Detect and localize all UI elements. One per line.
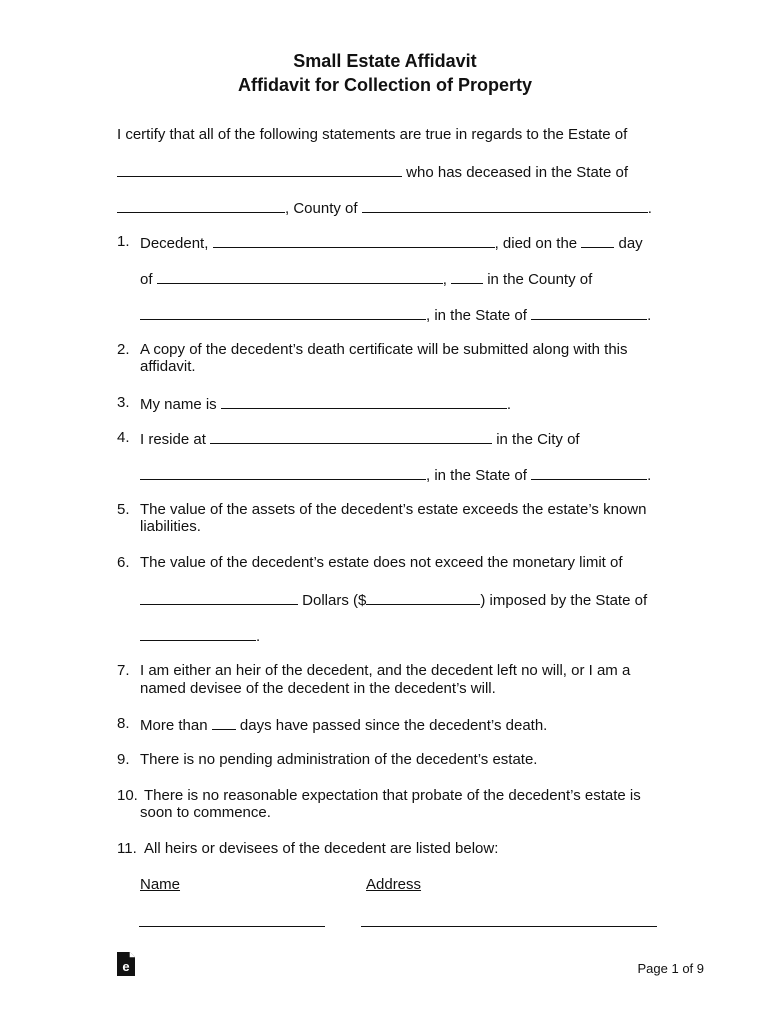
monetary-limit-amount-blank[interactable]: [366, 590, 480, 605]
item-10-number: 10.: [117, 787, 138, 804]
item-6-line-1: The value of the decedent’s estate does not exceed the monetary limit of: [140, 554, 623, 571]
intro-line-3: , County of .: [117, 198, 652, 218]
item-8-number: 8.: [117, 715, 130, 732]
heirs-address-header: Address: [366, 876, 422, 893]
affiant-address-blank[interactable]: [210, 429, 492, 444]
county-blank[interactable]: [362, 198, 648, 213]
item-5-line-1: The value of the assets of the decedent’s estate exceeds the estate’s known: [140, 501, 647, 518]
item-6-line-3: .: [140, 626, 260, 646]
monetary-limit-words-blank[interactable]: [140, 590, 298, 605]
page-number: Page 1 of 9: [637, 961, 704, 976]
death-county-blank[interactable]: [140, 305, 426, 320]
estate-name-blank[interactable]: [117, 162, 402, 177]
decedent-name-blank[interactable]: [213, 233, 495, 248]
item-10-line-1: There is no reasonable expectation that probate of the decedent’s estate is: [144, 787, 641, 804]
item-2-number: 2.: [117, 341, 130, 358]
death-year-blank[interactable]: [451, 269, 483, 284]
item-8-line: More than days have passed since the decedent’s death.: [140, 717, 548, 734]
eforms-logo: [117, 952, 135, 976]
item-9-number: 9.: [117, 751, 130, 768]
item-3-number: 3.: [117, 394, 130, 411]
item-6-number: 6.: [117, 554, 130, 571]
eforms-logo-icon: [117, 952, 135, 976]
intro-line-1: I certify that all of the following statements are true in regards to the Estate of: [117, 126, 628, 143]
heir-name-blank[interactable]: [139, 926, 325, 927]
item-1-number: 1.: [117, 233, 130, 250]
item-11-number: 11.: [117, 840, 137, 857]
item-3-line: My name is .: [140, 396, 512, 413]
document-subtitle: Affidavit for Collection of Property: [237, 75, 532, 95]
svg-text:e: e: [122, 959, 130, 974]
item-4-number: 4.: [117, 429, 130, 446]
item-1-line-3: , in the State of .: [140, 305, 651, 325]
item-7-line-2: named devisee of the decedent in the decedent’s will.: [140, 680, 496, 697]
item-10-line-2: soon to commence.: [140, 804, 271, 821]
item-1-line-1: Decedent, , died on the day: [140, 235, 643, 252]
heirs-name-header: Name: [140, 876, 181, 893]
item-4-line-2: , in the State of .: [140, 465, 651, 485]
item-7-line-1: I am either an heir of the decedent, and the decedent left no will, or I am a: [140, 662, 631, 679]
item-2-line-1: A copy of the decedent’s death certificate will be submitted along with this: [140, 341, 628, 358]
item-1-line-2: of , in the County of: [140, 271, 593, 288]
item-5-line-2: liabilities.: [140, 518, 201, 535]
days-passed-blank[interactable]: [212, 715, 236, 730]
item-5-number: 5.: [117, 501, 130, 518]
affiant-city-blank[interactable]: [140, 465, 426, 480]
death-day-blank[interactable]: [581, 233, 614, 248]
item-11-line: All heirs or devisees of the decedent are listed below:: [144, 840, 499, 857]
limit-state-blank[interactable]: [140, 626, 256, 641]
heir-address-blank[interactable]: [361, 926, 657, 927]
item-9-line: There is no pending administration of the decedent’s estate.: [140, 751, 538, 768]
item-6-line-2: Dollars ($ ) imposed by the State of: [140, 590, 647, 610]
item-4-line-1: I reside at in the City of: [140, 431, 580, 448]
intro-line-2: who has deceased in the State of: [117, 162, 628, 182]
state-blank[interactable]: [117, 198, 285, 213]
death-state-blank[interactable]: [531, 305, 647, 320]
affiant-name-blank[interactable]: [221, 394, 507, 409]
item-7-number: 7.: [117, 662, 130, 679]
affiant-state-blank[interactable]: [531, 465, 647, 480]
death-month-blank[interactable]: [157, 269, 443, 284]
item-2-line-2: affidavit.: [140, 358, 196, 375]
document-title: Small Estate Affidavit: [293, 51, 477, 71]
